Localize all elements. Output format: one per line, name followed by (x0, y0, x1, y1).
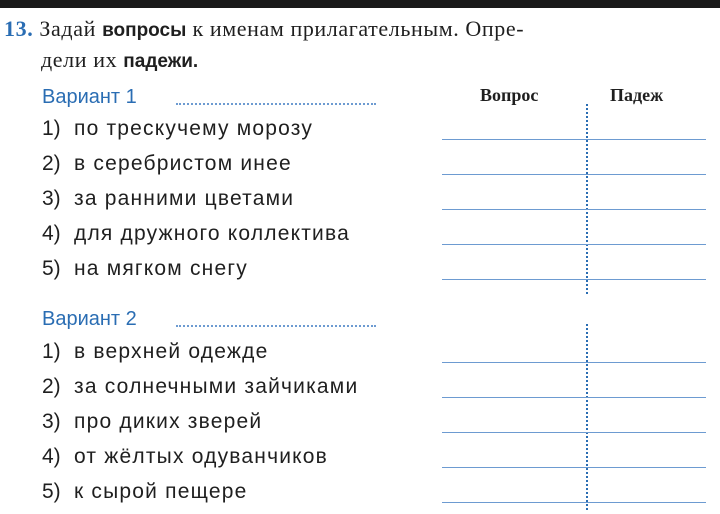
list-item (42, 152, 292, 176)
item-phrase: в верхней одежде (74, 340, 269, 363)
item-phrase: за ранними цветами (74, 187, 295, 210)
item-phrase: от жёлтых одуванчиков (74, 445, 328, 468)
answer-line[interactable] (442, 502, 706, 503)
list-item (42, 222, 350, 246)
item-number: 3) (42, 410, 61, 433)
task-text-part: Задай (39, 16, 96, 41)
answer-line[interactable] (442, 362, 706, 363)
item-number: 5) (42, 480, 61, 503)
list-item (42, 340, 268, 364)
list-item (42, 410, 262, 434)
answer-line[interactable] (442, 432, 706, 433)
list-item (42, 480, 247, 504)
item-phrase: для дружного коллектива (74, 222, 350, 245)
item-number: 4) (42, 445, 61, 468)
answer-line[interactable] (442, 139, 706, 140)
variant-1-dotted-line (176, 103, 376, 105)
task-number: 13. (4, 16, 34, 41)
task-text-part: к именам прилагательным. Опре- (192, 16, 525, 41)
task-line-2 (4, 45, 716, 76)
list-item (42, 257, 248, 281)
item-number: 5) (42, 257, 61, 280)
item-phrase: в серебристом инее (74, 152, 292, 175)
item-phrase: про диких зверей (74, 410, 263, 433)
variant-1-title: Вариант 1 (42, 86, 137, 108)
answer-line[interactable] (442, 174, 706, 175)
task-keyword-cases: падежи. (123, 51, 199, 72)
column-header-question: Вопрос (480, 85, 539, 105)
list-item (42, 445, 328, 469)
task-keyword-questions: вопросы (102, 20, 187, 41)
variant-2-dotted-line (176, 325, 376, 327)
answer-line[interactable] (442, 209, 706, 210)
item-number: 2) (42, 375, 61, 398)
item-phrase: за солнечными зайчиками (74, 375, 359, 398)
item-number: 4) (42, 222, 61, 245)
variant-2-title: Вариант 2 (42, 308, 137, 330)
item-number: 1) (42, 340, 61, 363)
column-separator (586, 104, 588, 294)
task-text-part: дели их (41, 47, 118, 72)
answer-line[interactable] (442, 397, 706, 398)
task-text (4, 14, 716, 76)
top-border (0, 0, 720, 8)
list-item (42, 117, 313, 141)
column-separator (586, 324, 588, 510)
answer-line[interactable] (442, 244, 706, 245)
list-item (42, 187, 294, 211)
item-number: 3) (42, 187, 61, 210)
item-phrase: на мягком снегу (74, 257, 248, 280)
item-phrase: по трескучему морозу (74, 117, 314, 140)
answer-line[interactable] (442, 279, 706, 280)
answer-line[interactable] (442, 467, 706, 468)
list-item (42, 375, 358, 399)
item-number: 1) (42, 117, 61, 140)
item-phrase: к сырой пещере (74, 480, 248, 503)
item-number: 2) (42, 152, 61, 175)
column-header-case: Падеж (610, 85, 664, 105)
